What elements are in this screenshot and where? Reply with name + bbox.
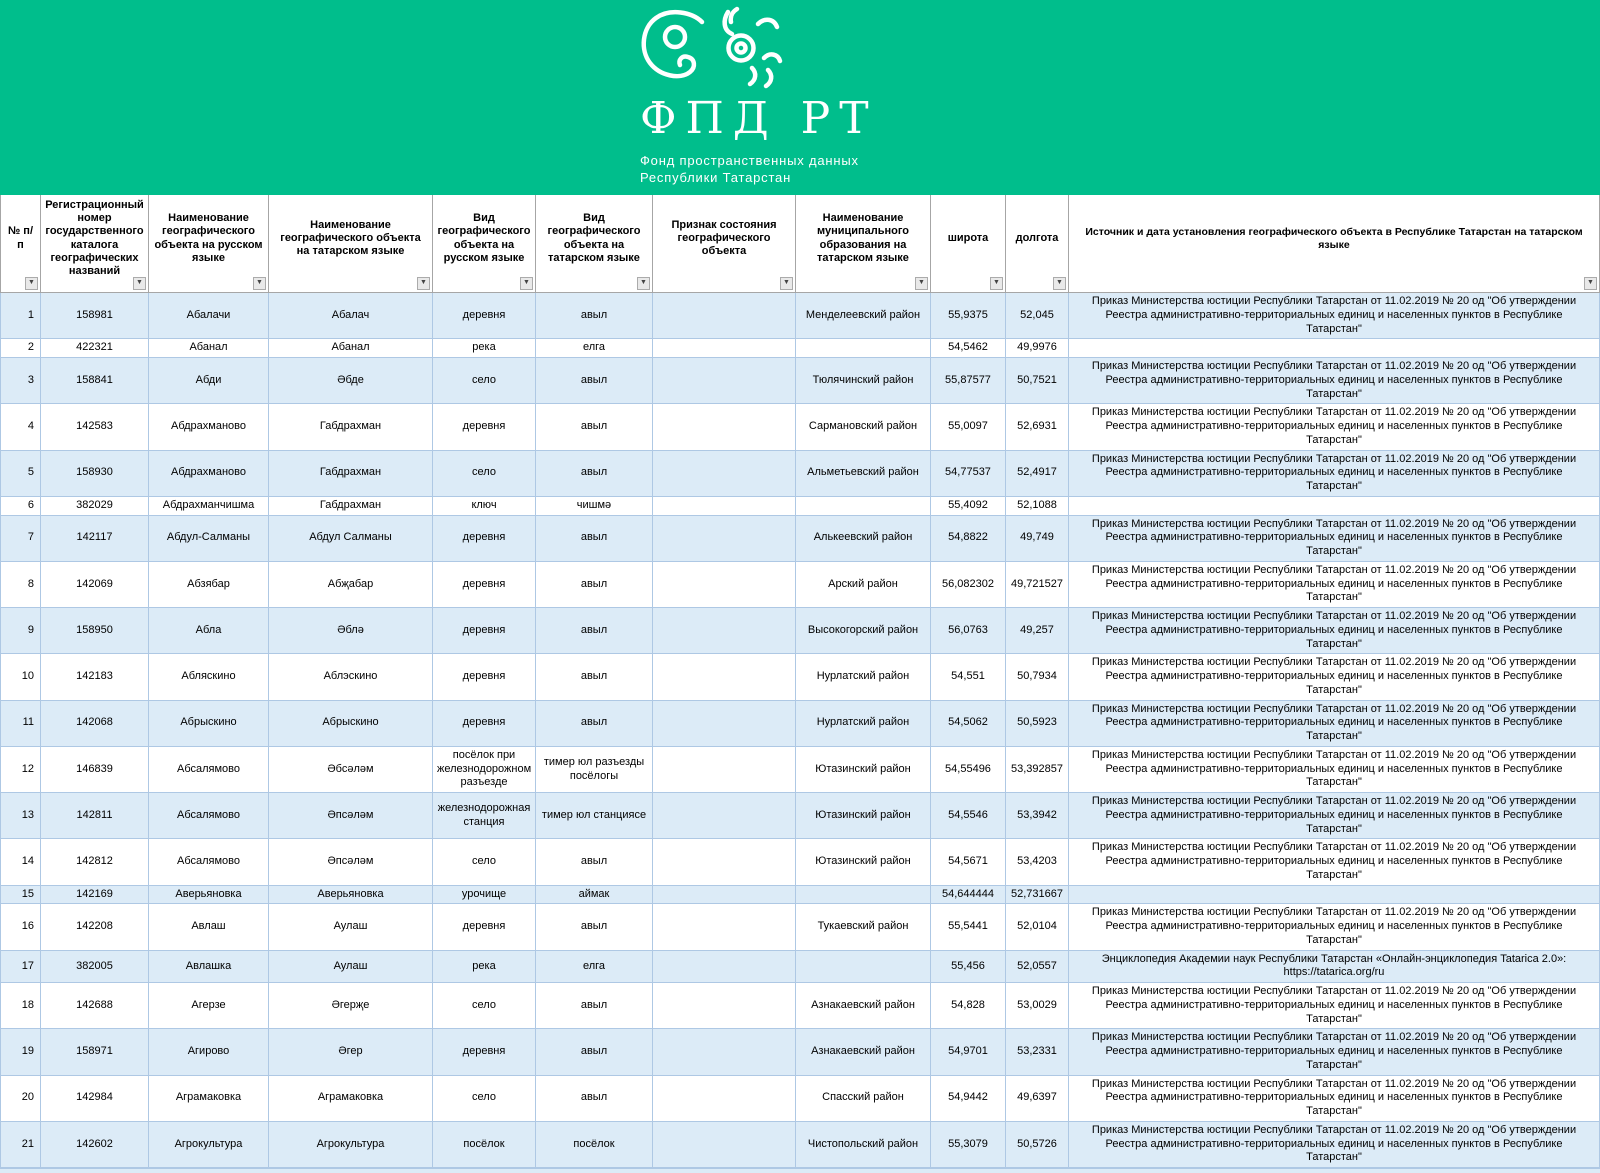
cell-name_ru: Абди	[149, 358, 269, 404]
cell-source: Приказ Министерства юстиции Республики Татарстан от 11.02.2019 № 20 од "Об утверждении Реестра административно-территориальных единиц и населенных пунктов в Республике Татарстан"	[1069, 654, 1600, 700]
cell-num: 9	[1, 608, 41, 654]
cell-latitude: 54,55496	[931, 746, 1006, 792]
cell-type_tat: авыл	[536, 839, 653, 885]
header-cell-type_ru	[433, 195, 536, 293]
cell-reg_number: 142688	[41, 983, 149, 1029]
cell-longitude: 53,392857	[1006, 746, 1069, 792]
cell-type_ru: деревня	[433, 904, 536, 950]
cell-status	[653, 904, 796, 950]
cell-status	[653, 496, 796, 515]
cell-status	[653, 339, 796, 358]
cell-municipality: Алькеевский район	[796, 515, 931, 561]
cell-municipality: Чистопольский район	[796, 1121, 931, 1167]
cell-num: 19	[1, 1029, 41, 1075]
table-row	[1, 1121, 1600, 1167]
cell-status	[653, 358, 796, 404]
cell-source: Приказ Министерства юстиции Республики Татарстан от 11.02.2019 № 20 од "Об утверждении Реестра административно-территориальных единиц и населенных пунктов в Республике Татарстан"	[1069, 515, 1600, 561]
cell-source	[1069, 496, 1600, 515]
cell-status	[653, 1075, 796, 1121]
cell-name_tat: Әблә	[269, 608, 433, 654]
cell-type_tat: авыл	[536, 358, 653, 404]
filter-dropdown-button-latitude[interactable]: ▼	[990, 277, 1003, 290]
cell-name_tat: Әгер	[269, 1029, 433, 1075]
cell-name_tat: Абанал	[269, 339, 433, 358]
cell-reg_number: 158971	[41, 1029, 149, 1075]
column-label-source: Источник и дата установления географического объекта в Республике Татарстан на татарском языке	[1085, 225, 1583, 251]
cell-reg_number: 422321	[41, 339, 149, 358]
filter-dropdown-button-reg_number[interactable]: ▼	[133, 277, 146, 290]
cell-reg_number: 146839	[41, 746, 149, 792]
cell-status	[653, 654, 796, 700]
cell-source: Приказ Министерства юстиции Республики Татарстан от 11.02.2019 № 20 од "Об утверждении Реестра административно-территориальных единиц и населенных пунктов в Республике Татарстан"	[1069, 904, 1600, 950]
cell-name_tat: Абалач	[269, 293, 433, 339]
cell-municipality: Менделеевский район	[796, 293, 931, 339]
cell-municipality: Спасский район	[796, 1075, 931, 1121]
cell-longitude: 49,6397	[1006, 1075, 1069, 1121]
cell-reg_number: 142169	[41, 885, 149, 904]
cell-latitude: 54,828	[931, 983, 1006, 1029]
cell-longitude: 53,3942	[1006, 793, 1069, 839]
cell-name_ru: Абдул-Салманы	[149, 515, 269, 561]
cell-longitude: 53,4203	[1006, 839, 1069, 885]
cell-longitude: 52,0104	[1006, 904, 1069, 950]
cell-municipality: Тукаевский район	[796, 904, 931, 950]
cell-municipality: Ютазинский район	[796, 793, 931, 839]
cell-longitude: 52,6931	[1006, 404, 1069, 450]
next-row-partial	[0, 1168, 1600, 1173]
cell-longitude: 52,045	[1006, 293, 1069, 339]
cell-status	[653, 746, 796, 792]
brand-subtitle	[640, 152, 859, 186]
cell-latitude: 54,5671	[931, 839, 1006, 885]
column-label-type_tat: Вид географического объекта на татарском языке	[547, 212, 641, 264]
cell-longitude: 49,9976	[1006, 339, 1069, 358]
cell-reg_number: 142069	[41, 561, 149, 607]
cell-name_ru: Абдрахманчишма	[149, 496, 269, 515]
cell-reg_number: 142812	[41, 839, 149, 885]
header-cell-num	[1, 195, 41, 293]
cell-type_tat: елга	[536, 339, 653, 358]
cell-reg_number: 142583	[41, 404, 149, 450]
cell-municipality: Нурлатский район	[796, 654, 931, 700]
cell-type_tat: авыл	[536, 450, 653, 496]
cell-municipality: Тюлячинский район	[796, 358, 931, 404]
cell-longitude: 53,0029	[1006, 983, 1069, 1029]
cell-latitude: 55,9375	[931, 293, 1006, 339]
cell-num: 16	[1, 904, 41, 950]
cell-latitude: 54,644444	[931, 885, 1006, 904]
header-cell-type_tat	[536, 195, 653, 293]
cell-type_ru: деревня	[433, 608, 536, 654]
table-row	[1, 746, 1600, 792]
cell-type_ru: деревня	[433, 515, 536, 561]
cell-status	[653, 885, 796, 904]
cell-name_tat: Әпсәләм	[269, 793, 433, 839]
cell-status	[653, 1121, 796, 1167]
cell-type_ru: урочище	[433, 885, 536, 904]
filter-dropdown-button-type_tat[interactable]: ▼	[637, 277, 650, 290]
column-label-name_tat: Наименование географического объекта на татарском языке	[280, 218, 421, 258]
header-cell-reg_number	[41, 195, 149, 293]
cell-source: Приказ Министерства юстиции Республики Татарстан от 11.02.2019 № 20 од "Об утверждении Реестра административно-территориальных единиц и населенных пунктов в Республике Татарстан"	[1069, 608, 1600, 654]
cell-type_tat: тимер юл разъезды посёлогы	[536, 746, 653, 792]
cell-reg_number: 142602	[41, 1121, 149, 1167]
cell-type_ru: река	[433, 950, 536, 983]
column-label-status: Признак состояния географического объекта	[671, 218, 777, 258]
cell-num: 6	[1, 496, 41, 515]
cell-source: Приказ Министерства юстиции Республики Татарстан от 11.02.2019 № 20 од "Об утверждении Реестра административно-территориальных единиц и населенных пунктов в Республике Татарстан"	[1069, 746, 1600, 792]
cell-status	[653, 983, 796, 1029]
cell-name_ru: Агерзе	[149, 983, 269, 1029]
cell-name_ru: Аграмаковка	[149, 1075, 269, 1121]
cell-name_ru: Абанал	[149, 339, 269, 358]
cell-type_tat: авыл	[536, 1029, 653, 1075]
header-cell-name_tat	[269, 195, 433, 293]
cell-type_tat: авыл	[536, 561, 653, 607]
cell-name_tat: Әбсәләм	[269, 746, 433, 792]
cell-num: 14	[1, 839, 41, 885]
cell-source: Энциклопедия Академии наук Республики Татарстан «Онлайн-энциклопедия Tatarica 2.0»: https://tatarica.org/ru	[1069, 950, 1600, 983]
cell-type_ru: посёлок	[433, 1121, 536, 1167]
cell-name_ru: Абзябар	[149, 561, 269, 607]
cell-status	[653, 450, 796, 496]
cell-reg_number: 142208	[41, 904, 149, 950]
table-row	[1, 404, 1600, 450]
cell-source: Приказ Министерства юстиции Республики Татарстан от 11.02.2019 № 20 од "Об утверждении Реестра административно-территориальных единиц и населенных пунктов в Республике Татарстан"	[1069, 983, 1600, 1029]
brand-header	[0, 0, 1600, 195]
cell-num: 20	[1, 1075, 41, 1121]
filter-dropdown-button-type_ru[interactable]: ▼	[520, 277, 533, 290]
cell-name_ru: Авлаш	[149, 904, 269, 950]
cell-latitude: 55,87577	[931, 358, 1006, 404]
cell-municipality: Ютазинский район	[796, 839, 931, 885]
cell-status	[653, 950, 796, 983]
cell-name_tat: Аулаш	[269, 904, 433, 950]
cell-latitude: 55,0097	[931, 404, 1006, 450]
cell-latitude: 54,8822	[931, 515, 1006, 561]
cell-type_tat: тимер юл станциясе	[536, 793, 653, 839]
cell-type_ru: ключ	[433, 496, 536, 515]
cell-latitude: 54,9701	[931, 1029, 1006, 1075]
cell-source: Приказ Министерства юстиции Республики Татарстан от 11.02.2019 № 20 од "Об утверждении Реестра административно-территориальных единиц и населенных пунктов в Республике Татарстан"	[1069, 561, 1600, 607]
cell-longitude: 49,721527	[1006, 561, 1069, 607]
cell-name_ru: Абляскино	[149, 654, 269, 700]
table-row	[1, 358, 1600, 404]
cell-name_ru: Абалачи	[149, 293, 269, 339]
cell-longitude: 50,5923	[1006, 700, 1069, 746]
cell-name_tat: Әбде	[269, 358, 433, 404]
cell-reg_number: 142811	[41, 793, 149, 839]
cell-type_tat: аймак	[536, 885, 653, 904]
filter-dropdown-button-municipality[interactable]: ▼	[915, 277, 928, 290]
brand-title: ФПД РТ	[640, 93, 878, 144]
cell-municipality: Нурлатский район	[796, 700, 931, 746]
cell-status	[653, 561, 796, 607]
cell-type_tat: чишмә	[536, 496, 653, 515]
cell-name_ru: Абдрахманово	[149, 450, 269, 496]
cell-status	[653, 839, 796, 885]
cell-latitude: 54,551	[931, 654, 1006, 700]
cell-reg_number: 158841	[41, 358, 149, 404]
table-row	[1, 950, 1600, 983]
cell-status	[653, 793, 796, 839]
cell-source: Приказ Министерства юстиции Республики Татарстан от 11.02.2019 № 20 од "Об утверждении Реестра административно-территориальных единиц и населенных пунктов в Республике Татарстан"	[1069, 1029, 1600, 1075]
cell-municipality: Ютазинский район	[796, 746, 931, 792]
cell-source: Приказ Министерства юстиции Республики Татарстан от 11.02.2019 № 20 од "Об утверждении Реестра административно-территориальных единиц и населенных пунктов в Республике Татарстан"	[1069, 450, 1600, 496]
cell-status	[653, 515, 796, 561]
cell-source	[1069, 339, 1600, 358]
column-label-municipality: Наименование муниципального образования на татарском языке	[816, 212, 910, 264]
cell-type_ru: деревня	[433, 293, 536, 339]
fpd-rt-logo-icon	[640, 6, 790, 94]
header-cell-status	[653, 195, 796, 293]
cell-source: Приказ Министерства юстиции Республики Татарстан от 11.02.2019 № 20 од "Об утверждении Реестра административно-территориальных единиц и населенных пунктов в Республике Татарстан"	[1069, 1075, 1600, 1121]
cell-municipality	[796, 950, 931, 983]
cell-type_ru: железнодорожная станция	[433, 793, 536, 839]
cell-type_ru: село	[433, 450, 536, 496]
cell-latitude: 55,5441	[931, 904, 1006, 950]
cell-num: 5	[1, 450, 41, 496]
column-label-latitude: широта	[947, 231, 989, 244]
cell-municipality	[796, 496, 931, 515]
cell-name_tat: Аверьяновка	[269, 885, 433, 904]
cell-num: 8	[1, 561, 41, 607]
filter-dropdown-button-status[interactable]: ▼	[780, 277, 793, 290]
cell-num: 10	[1, 654, 41, 700]
cell-num: 21	[1, 1121, 41, 1167]
table-row	[1, 339, 1600, 358]
column-label-type_ru: Вид географического объекта на русском языке	[437, 212, 531, 264]
cell-latitude: 54,77537	[931, 450, 1006, 496]
column-label-longitude: долгота	[1015, 231, 1059, 244]
cell-name_tat: Әпсәләм	[269, 839, 433, 885]
cell-reg_number: 382029	[41, 496, 149, 515]
header-cell-longitude	[1006, 195, 1069, 293]
column-label-reg_number: Регистрационный номер государственного каталога географических названий	[45, 199, 144, 277]
cell-type_tat: елга	[536, 950, 653, 983]
cell-name_tat: Аблэскино	[269, 654, 433, 700]
table-row	[1, 515, 1600, 561]
cell-name_ru: Абсалямово	[149, 793, 269, 839]
cell-source	[1069, 885, 1600, 904]
cell-type_ru: село	[433, 839, 536, 885]
cell-status	[653, 404, 796, 450]
cell-municipality	[796, 339, 931, 358]
cell-status	[653, 293, 796, 339]
cell-num: 17	[1, 950, 41, 983]
cell-num: 1	[1, 293, 41, 339]
filter-dropdown-button-source[interactable]: ▼	[1584, 277, 1597, 290]
cell-latitude: 54,5546	[931, 793, 1006, 839]
cell-latitude: 55,3079	[931, 1121, 1006, 1167]
cell-name_tat: Әгерҗе	[269, 983, 433, 1029]
cell-latitude: 56,082302	[931, 561, 1006, 607]
geo-objects-table	[0, 195, 1600, 1168]
header-cell-municipality	[796, 195, 931, 293]
cell-num: 3	[1, 358, 41, 404]
cell-name_ru: Абдрахманово	[149, 404, 269, 450]
cell-reg_number: 158930	[41, 450, 149, 496]
filter-dropdown-button-name_ru[interactable]: ▼	[253, 277, 266, 290]
cell-type_ru: село	[433, 358, 536, 404]
cell-type_tat: авыл	[536, 293, 653, 339]
table-row	[1, 904, 1600, 950]
table-row	[1, 839, 1600, 885]
cell-type_ru: деревня	[433, 404, 536, 450]
cell-type_ru: деревня	[433, 561, 536, 607]
cell-num: 12	[1, 746, 41, 792]
cell-municipality: Арский район	[796, 561, 931, 607]
table-row	[1, 700, 1600, 746]
cell-status	[653, 608, 796, 654]
cell-longitude: 52,4917	[1006, 450, 1069, 496]
cell-source: Приказ Министерства юстиции Республики Татарстан от 11.02.2019 № 20 од "Об утверждении Реестра административно-территориальных единиц и населенных пунктов в Республике Татарстан"	[1069, 839, 1600, 885]
cell-municipality: Сармановский район	[796, 404, 931, 450]
column-label-num: № п/п	[7, 225, 34, 251]
table-row	[1, 793, 1600, 839]
filter-dropdown-button-longitude[interactable]: ▼	[1053, 277, 1066, 290]
cell-type_ru: село	[433, 983, 536, 1029]
cell-latitude: 56,0763	[931, 608, 1006, 654]
cell-latitude: 55,456	[931, 950, 1006, 983]
cell-reg_number: 382005	[41, 950, 149, 983]
cell-type_tat: авыл	[536, 404, 653, 450]
cell-status	[653, 700, 796, 746]
cell-type_ru: река	[433, 339, 536, 358]
cell-longitude: 50,7934	[1006, 654, 1069, 700]
cell-municipality	[796, 885, 931, 904]
cell-type_tat: авыл	[536, 700, 653, 746]
header-cell-source	[1069, 195, 1600, 293]
cell-name_tat: Габдрахман	[269, 496, 433, 515]
cell-source: Приказ Министерства юстиции Республики Татарстан от 11.02.2019 № 20 од "Об утверждении Реестра административно-территориальных единиц и населенных пунктов в Республике Татарстан"	[1069, 293, 1600, 339]
cell-longitude: 52,1088	[1006, 496, 1069, 515]
filter-dropdown-button-name_tat[interactable]: ▼	[417, 277, 430, 290]
cell-reg_number: 142183	[41, 654, 149, 700]
cell-type_ru: посёлок при железнодорожном разъезде	[433, 746, 536, 792]
cell-num: 11	[1, 700, 41, 746]
cell-type_tat: авыл	[536, 654, 653, 700]
cell-reg_number: 142984	[41, 1075, 149, 1121]
cell-name_ru: Абрыскино	[149, 700, 269, 746]
brand-subtitle-line1: Фонд пространственных данных	[640, 153, 859, 169]
header-cell-name_ru	[149, 195, 269, 293]
cell-name_ru: Авлашка	[149, 950, 269, 983]
cell-municipality: Азнакаевский район	[796, 983, 931, 1029]
cell-num: 18	[1, 983, 41, 1029]
table-row	[1, 293, 1600, 339]
cell-name_ru: Абсалямово	[149, 839, 269, 885]
cell-name_ru: Абсалямово	[149, 746, 269, 792]
cell-source: Приказ Министерства юстиции Республики Татарстан от 11.02.2019 № 20 од "Об утверждении Реестра административно-территориальных единиц и населенных пунктов в Республике Татарстан"	[1069, 1121, 1600, 1167]
header-cell-latitude	[931, 195, 1006, 293]
cell-type_ru: деревня	[433, 700, 536, 746]
cell-name_ru: Агирово	[149, 1029, 269, 1075]
cell-type_tat: посёлок	[536, 1121, 653, 1167]
cell-source: Приказ Министерства юстиции Республики Татарстан от 11.02.2019 № 20 од "Об утверждении Реестра административно-территориальных единиц и населенных пунктов в Республике Татарстан"	[1069, 358, 1600, 404]
table-row	[1, 608, 1600, 654]
cell-type_tat: авыл	[536, 1075, 653, 1121]
cell-source: Приказ Министерства юстиции Республики Татарстан от 11.02.2019 № 20 од "Об утверждении Реестра административно-территориальных единиц и населенных пунктов в Республике Татарстан"	[1069, 700, 1600, 746]
cell-num: 2	[1, 339, 41, 358]
cell-type_tat: авыл	[536, 983, 653, 1029]
table-row	[1, 1029, 1600, 1075]
table-row	[1, 983, 1600, 1029]
cell-num: 15	[1, 885, 41, 904]
cell-name_tat: Габдрахман	[269, 404, 433, 450]
cell-type_tat: авыл	[536, 608, 653, 654]
cell-type_ru: деревня	[433, 1029, 536, 1075]
table-row	[1, 496, 1600, 515]
filter-dropdown-button-num[interactable]: ▼	[25, 277, 38, 290]
cell-name_ru: Агрокультура	[149, 1121, 269, 1167]
cell-num: 7	[1, 515, 41, 561]
cell-name_tat: Абрыскино	[269, 700, 433, 746]
cell-municipality: Альметьевский район	[796, 450, 931, 496]
table-row	[1, 450, 1600, 496]
cell-latitude: 55,4092	[931, 496, 1006, 515]
cell-longitude: 52,0557	[1006, 950, 1069, 983]
cell-longitude: 53,2331	[1006, 1029, 1069, 1075]
cell-status	[653, 1029, 796, 1075]
cell-municipality: Высокогорский район	[796, 608, 931, 654]
cell-name_tat: Аграмаковка	[269, 1075, 433, 1121]
cell-longitude: 52,731667	[1006, 885, 1069, 904]
cell-type_tat: авыл	[536, 515, 653, 561]
table-row	[1, 885, 1600, 904]
cell-longitude: 49,257	[1006, 608, 1069, 654]
cell-type_ru: село	[433, 1075, 536, 1121]
table-row	[1, 1075, 1600, 1121]
cell-name_tat: Агрокультура	[269, 1121, 433, 1167]
column-label-name_ru: Наименование географического объекта на русском языке	[154, 212, 263, 264]
cell-longitude: 50,5726	[1006, 1121, 1069, 1167]
cell-reg_number: 142068	[41, 700, 149, 746]
cell-name_tat: Аулаш	[269, 950, 433, 983]
cell-municipality: Азнакаевский район	[796, 1029, 931, 1075]
cell-type_tat: авыл	[536, 904, 653, 950]
cell-latitude: 54,5462	[931, 339, 1006, 358]
table-header-row	[1, 195, 1600, 293]
cell-reg_number: 158950	[41, 608, 149, 654]
cell-name_tat: Габдрахман	[269, 450, 433, 496]
brand-subtitle-line2: Республики Татарстан	[640, 170, 792, 186]
table-row	[1, 561, 1600, 607]
cell-reg_number: 142117	[41, 515, 149, 561]
cell-num: 4	[1, 404, 41, 450]
table-row	[1, 654, 1600, 700]
cell-name_ru: Абла	[149, 608, 269, 654]
cell-latitude: 54,9442	[931, 1075, 1006, 1121]
cell-latitude: 54,5062	[931, 700, 1006, 746]
cell-source: Приказ Министерства юстиции Республики Татарстан от 11.02.2019 № 20 од "Об утверждении Реестра административно-территориальных единиц и населенных пунктов в Республике Татарстан"	[1069, 793, 1600, 839]
cell-longitude: 49,749	[1006, 515, 1069, 561]
cell-longitude: 50,7521	[1006, 358, 1069, 404]
cell-source: Приказ Министерства юстиции Республики Татарстан от 11.02.2019 № 20 од "Об утверждении Реестра административно-территориальных единиц и населенных пунктов в Республике Татарстан"	[1069, 404, 1600, 450]
cell-name_tat: Абдул Салманы	[269, 515, 433, 561]
cell-name_ru: Аверьяновка	[149, 885, 269, 904]
cell-reg_number: 158981	[41, 293, 149, 339]
cell-num: 13	[1, 793, 41, 839]
cell-name_tat: Абҗабар	[269, 561, 433, 607]
cell-type_ru: деревня	[433, 654, 536, 700]
